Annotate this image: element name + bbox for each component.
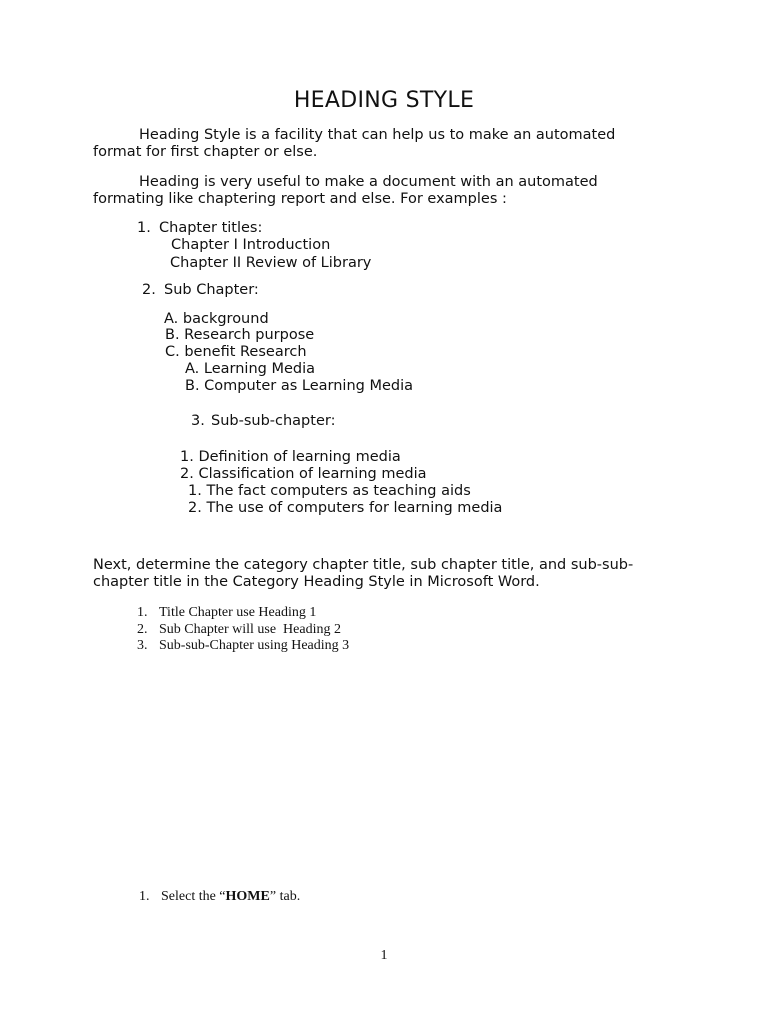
list-label: Chapter titles: — [159, 220, 263, 236]
list-number: 1. — [139, 889, 150, 904]
list-number: 1. — [137, 605, 148, 620]
step-text-before: Select the “ — [161, 889, 226, 904]
intro-paragraph-line-1: Heading Style is a facility that can help us to make an automated — [139, 127, 616, 143]
list-text: Sub Chapter will use Heading 2 — [159, 622, 341, 637]
sub-chapter-item: C. benefit Research — [165, 344, 307, 360]
list-text: Title Chapter use Heading 1 — [159, 605, 317, 620]
page-number: 1 — [380, 948, 388, 963]
chapter-titles-heading — [137, 220, 262, 237]
list-number: 2. — [137, 622, 148, 637]
next-paragraph-line-1: Next, determine the category chapter title, sub chapter title, and sub-sub- — [93, 557, 634, 573]
next-paragraph — [93, 557, 713, 591]
sub-sub-chapter-item: 2. Classification of learning media — [180, 466, 427, 482]
sub-chapter-sub-item: A. Learning Media — [185, 361, 315, 377]
sub-sub-chapter-sub-item: 2. The use of computers for learning media — [188, 500, 503, 516]
step-text-bold: HOME — [225, 889, 270, 904]
step-text-after: ” tab. — [269, 889, 301, 904]
heading-list-item — [137, 604, 316, 621]
document-title: HEADING STYLE — [293, 88, 475, 113]
second-paragraph-line-2: formating like chaptering report and else. For examples : — [93, 191, 507, 207]
step-instruction — [139, 888, 300, 905]
list-number: 3. — [191, 413, 205, 429]
intro-paragraph-line-2: format for first chapter or else. — [93, 144, 318, 160]
sub-chapter-item: A. background — [164, 311, 269, 327]
sub-sub-chapter-sub-item: 1. The fact computers as teaching aids — [188, 483, 471, 499]
sub-sub-chapter-item: 1. Definition of learning media — [180, 449, 401, 465]
sub-chapter-heading — [142, 282, 259, 299]
next-paragraph-line-2: chapter title in the Category Heading Style in Microsoft Word. — [93, 574, 540, 590]
heading-list-item — [137, 637, 349, 654]
chapter-title-item: Chapter II Review of Library — [170, 255, 372, 271]
heading-list-item — [137, 621, 341, 638]
list-number: 2. — [142, 282, 156, 298]
sub-chapter-sub-item: B. Computer as Learning Media — [185, 378, 414, 394]
second-paragraph-line-1: Heading is very useful to make a document with an automated — [139, 174, 598, 190]
chapter-title-item: Chapter I Introduction — [171, 237, 331, 253]
intro-paragraph — [93, 127, 693, 161]
sub-chapter-item: B. Research purpose — [165, 327, 315, 343]
list-label: Sub Chapter: — [164, 282, 259, 298]
sub-sub-chapter-heading — [191, 413, 335, 430]
list-label: Sub-sub-chapter: — [211, 413, 336, 429]
list-number: 3. — [137, 638, 148, 653]
second-paragraph — [93, 174, 693, 208]
list-number: 1. — [137, 220, 151, 236]
list-text: Sub-sub-Chapter using Heading 3 — [159, 638, 350, 653]
